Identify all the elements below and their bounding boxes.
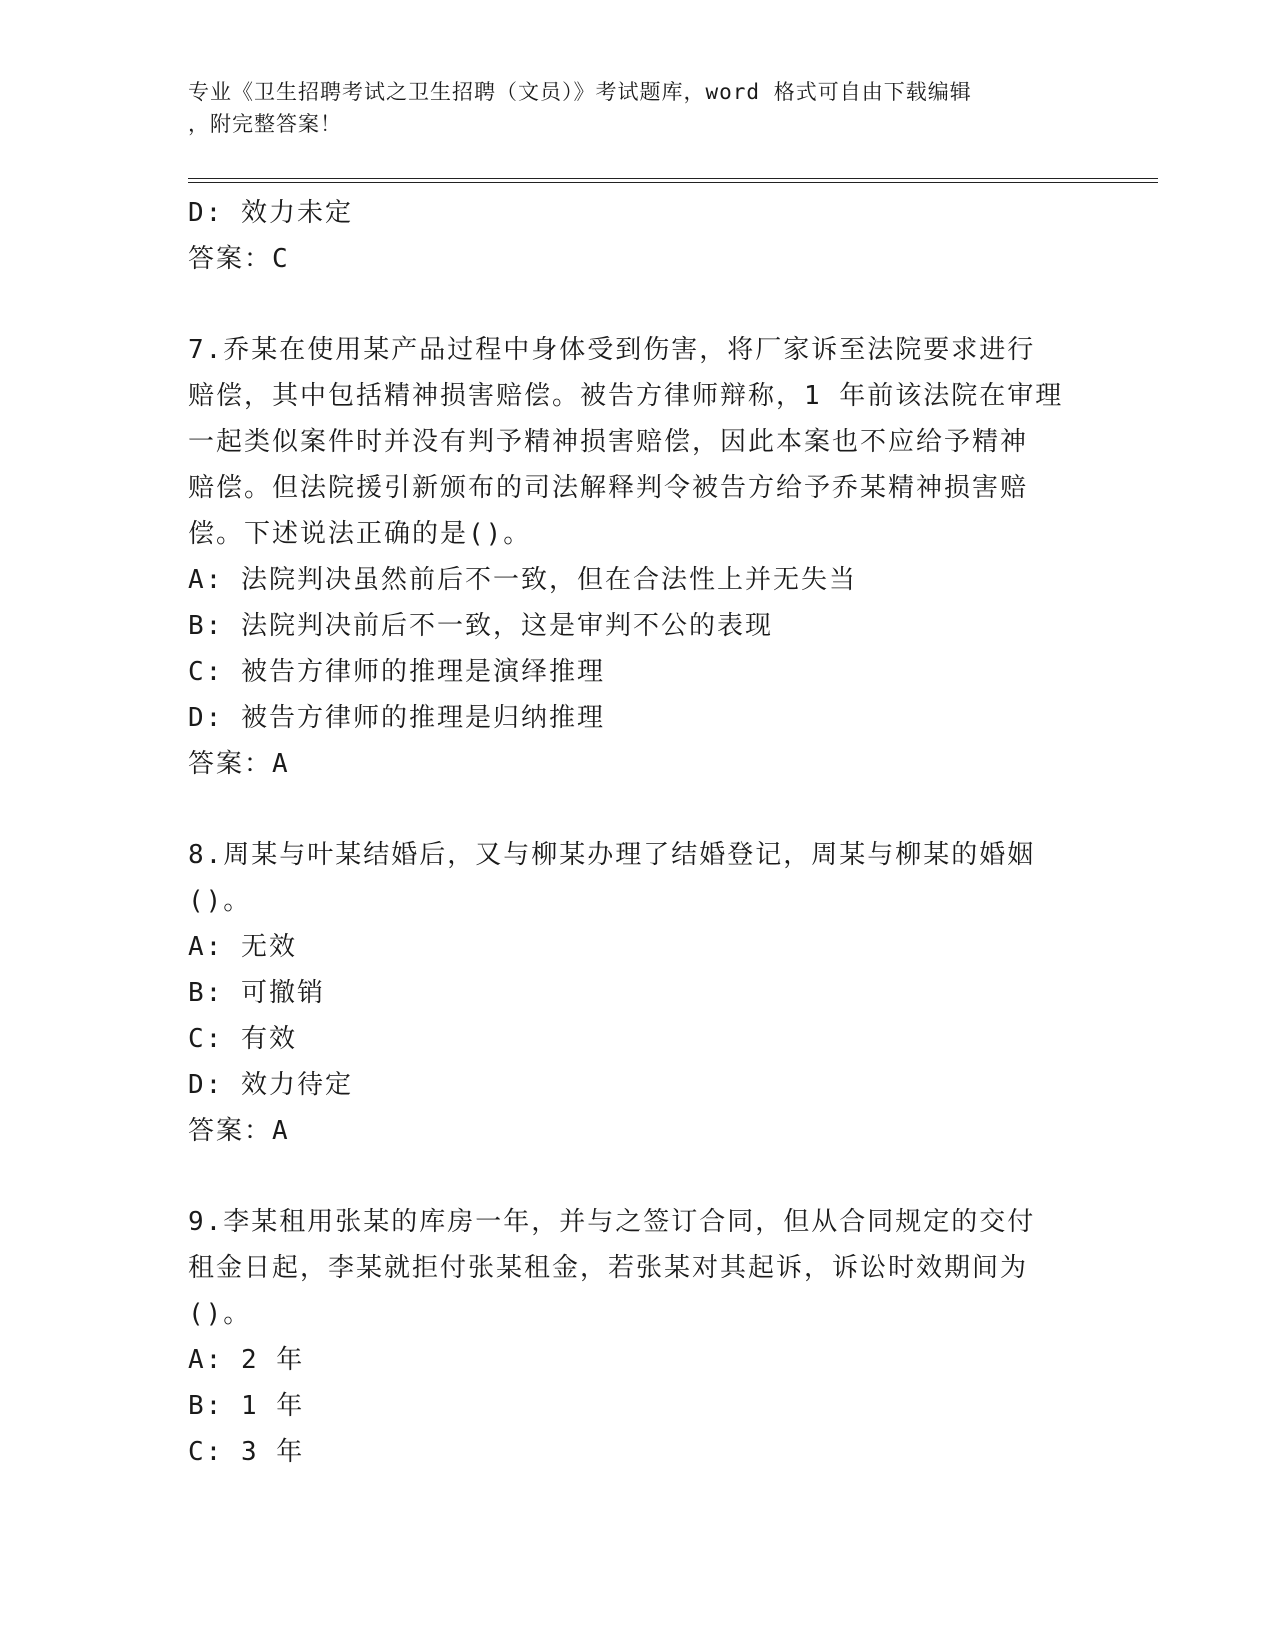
question-7-line-2: 赔偿，其中包括精神损害赔偿。被告方律师辩称，1 年前该法院在审理	[188, 381, 1064, 411]
question-9-line-2: 租金日起，李某就拒付张某租金，若张某对其起诉，诉讼时效期间为	[188, 1253, 1029, 1283]
question-8-option-d: D: 效力待定	[188, 1070, 353, 1100]
spacer	[188, 1154, 1088, 1199]
question-7-line-5: 偿。下述说法正确的是()。	[188, 519, 532, 549]
question-7-line-3: 一起类似案件时并没有判予精神损害赔偿，因此本案也不应给予精神	[188, 427, 1029, 457]
question-8-answer: 答案：A	[188, 1116, 290, 1146]
prev-option-d: D: 效力未定	[188, 198, 353, 228]
question-9-line-1: 9.李某租用张某的库房一年，并与之签订合同，但从合同规定的交付	[188, 1207, 1036, 1237]
question-7-option-a: A: 法院判决虽然前后不一致，但在合法性上并无失当	[188, 565, 857, 595]
question-8-option-b: B: 可撤销	[188, 978, 325, 1008]
question-content	[188, 190, 1088, 1475]
header-line-1: 专业《卫生招聘考试之卫生招聘（文员）》考试题库，word 格式可自由下载编辑	[188, 80, 972, 104]
header-divider-bottom	[188, 182, 1158, 183]
question-8-line-1: 8.周某与叶某结婚后，又与柳某办理了结婚登记，周某与柳某的婚姻	[188, 840, 1036, 870]
question-9	[188, 1199, 1088, 1475]
question-9-line-3: ()。	[188, 1299, 252, 1329]
question-9-option-a: A: 2 年	[188, 1345, 305, 1375]
document-header	[188, 76, 1088, 140]
question-8-line-2: ()。	[188, 886, 252, 916]
spacer	[188, 787, 1088, 832]
question-7-option-d: D: 被告方律师的推理是归纳推理	[188, 703, 605, 733]
question-7-option-c: C: 被告方律师的推理是演绎推理	[188, 657, 605, 687]
spacer	[188, 282, 1088, 327]
question-8	[188, 832, 1088, 1154]
question-7-option-b: B: 法院判决前后不一致，这是审判不公的表现	[188, 611, 773, 641]
header-line-2: ，附完整答案！	[188, 112, 342, 136]
question-9-option-b: B: 1 年	[188, 1391, 305, 1421]
question-8-option-a: A: 无效	[188, 932, 297, 962]
question-7-line-1: 7.乔某在使用某产品过程中身体受到伤害，将厂家诉至法院要求进行	[188, 335, 1036, 365]
question-7-answer: 答案：A	[188, 749, 290, 779]
prev-answer: 答案：C	[188, 244, 290, 274]
question-7-line-4: 赔偿。但法院援引新颁布的司法解释判令被告方给予乔某精神损害赔	[188, 473, 1029, 503]
question-7	[188, 327, 1088, 787]
question-9-option-c: C: 3 年	[188, 1437, 305, 1467]
header-divider-top	[188, 178, 1158, 179]
question-8-option-c: C: 有效	[188, 1024, 297, 1054]
